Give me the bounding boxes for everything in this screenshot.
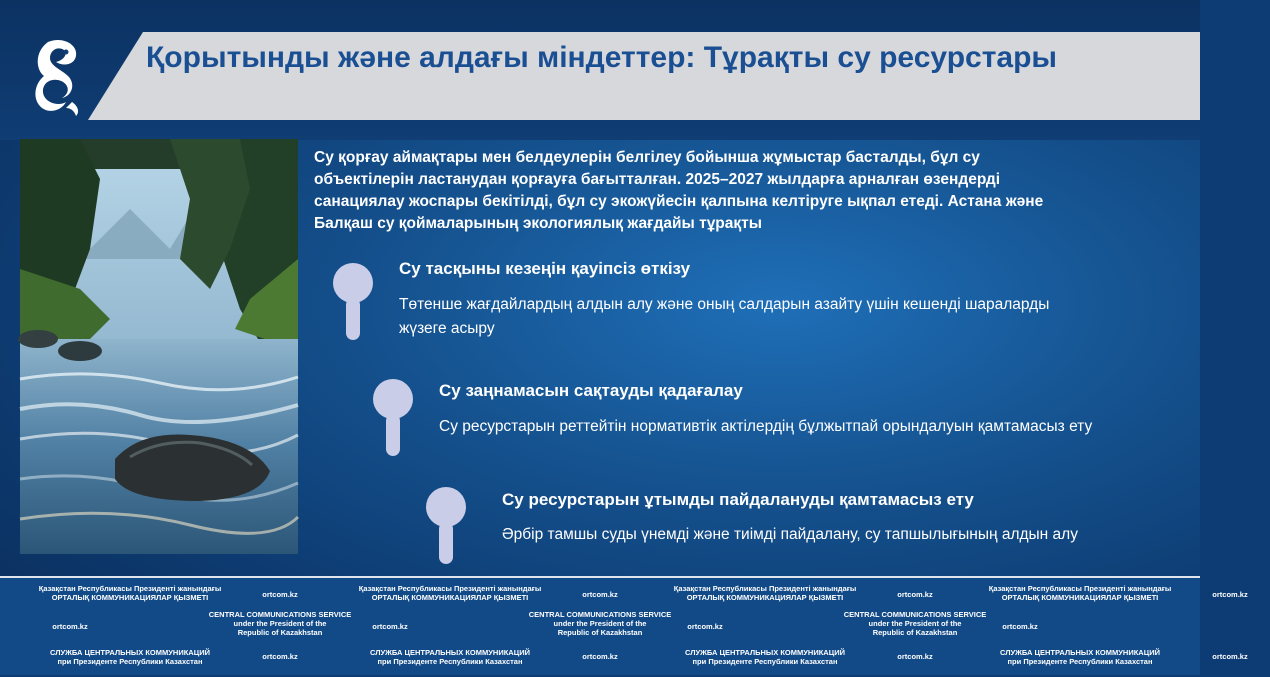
footer-ru-name (350, 648, 550, 666)
footer-site-line: ortcom.kz (1212, 590, 1248, 599)
footer-en-name-line: Republic of Kazakhstan (872, 628, 958, 637)
footer-kz-name-line: Қазақстан Республикасы Президенті жанындағы (358, 584, 542, 593)
footer-site-line: ortcom.kz (1212, 652, 1248, 661)
footer-en-name-line: CENTRAL COMMUNICATIONS SERVICE (208, 610, 352, 619)
footer-kz-name (980, 584, 1180, 602)
item-desc-rational-use: Әрбір тамшы суды үнемді және тиімді пайдалану, су тапшылығының алдын алу (502, 526, 1078, 543)
footer-ru-name-line: СЛУЖБА ЦЕНТРАЛЬНЫХ КОММУНИКАЦИЙ (999, 648, 1160, 657)
footer-site-line: ortcom.kz (897, 590, 933, 599)
footer-en-name-line: under the President of the (553, 619, 647, 628)
footer-kz-name-line: Қазақстан Республикасы Президенті жанындағы (673, 584, 857, 593)
footer-ru-name-line: при Президенте Республики Казахстан (57, 657, 203, 666)
footer-site-line: ortcom.kz (262, 590, 298, 599)
intro-text: Су қорғау аймақтары мен белдеулерін белгілеу бойынша жұмыстар басталды, бұл су объектілерін ластанудан қорғауға бағытталған. 2025–2027 жылдарға арналған өзендерді санациялау жоспары бекітілді, бұл су экожүйесін қалпына келтіруге ықпал етеді. Астана және Балқаш су қоймаларының экологиялық жағдайы тұрақты (314, 149, 1044, 232)
footer-site (560, 590, 640, 599)
footer-site (240, 652, 320, 661)
item-title-rational-use: Су ресурстарын ұтымды пайдалануды қамтамасыз ету (502, 490, 974, 509)
footer-en-name-line: CENTRAL COMMUNICATIONS SERVICE (843, 610, 987, 619)
footer-kz-name-line: ОРТАЛЫҚ КОММУНИКАЦИЯЛАР ҚЫЗМЕТІ (371, 593, 529, 602)
footer-ru-name-line: при Президенте Республики Казахстан (1007, 657, 1153, 666)
footer-en-name-line: under the President of the (868, 619, 962, 628)
footer-site-line: ortcom.kz (1002, 622, 1038, 631)
footer-kz-name-line: ОРТАЛЫҚ КОММУНИКАЦИЯЛАР ҚЫЗМЕТІ (686, 593, 844, 602)
item-title-legislation: Су заңнамасын сақтауды қадағалау (439, 381, 743, 400)
footer-site (875, 652, 955, 661)
page-title: Қорытынды және алдағы міндеттер: Тұрақты су ресурстары (146, 41, 1058, 74)
footer-en-name-line: Republic of Kazakhstan (237, 628, 323, 637)
footer-site-line: ortcom.kz (52, 622, 88, 631)
footer-site-line: ortcom.kz (687, 622, 723, 631)
footer-kz-name (350, 584, 550, 602)
footer-ru-name-line: при Президенте Республики Казахстан (377, 657, 523, 666)
map-pin-icon (372, 378, 414, 460)
footer-kz-name-line: ОРТАЛЫҚ КОММУНИКАЦИЯЛАР ҚЫЗМЕТІ (1001, 593, 1159, 602)
footer-site (240, 590, 320, 599)
map-pin-icon (425, 486, 467, 568)
footer-site (30, 622, 110, 631)
footer-kz-name (30, 584, 230, 602)
snow-leopard-emblem-icon (28, 36, 86, 118)
footer-en-name (515, 610, 685, 637)
footer-kz-name-line: Қазақстан Республикасы Президенті жанындағы (988, 584, 1172, 593)
footer-en-name-line: CENTRAL COMMUNICATIONS SERVICE (528, 610, 672, 619)
footer-site (1190, 652, 1270, 661)
footer-en-name (195, 610, 365, 637)
footer-site (560, 652, 640, 661)
footer-site-line: ortcom.kz (897, 652, 933, 661)
footer-ru-name-line: СЛУЖБА ЦЕНТРАЛЬНЫХ КОММУНИКАЦИЙ (684, 648, 845, 657)
footer-kz-name-line: ОРТАЛЫҚ КОММУНИКАЦИЯЛАР ҚЫЗМЕТІ (51, 593, 209, 602)
footer-site-line: ortcom.kz (372, 622, 408, 631)
footer (0, 576, 1248, 675)
footer-en-name-line: Republic of Kazakhstan (557, 628, 643, 637)
footer-site (1190, 590, 1270, 599)
footer-ru-name-line: СЛУЖБА ЦЕНТРАЛЬНЫХ КОММУНИКАЦИЙ (49, 648, 210, 657)
footer-site-line: ortcom.kz (262, 652, 298, 661)
footer-ru-name (665, 648, 865, 666)
footer-site-line: ortcom.kz (582, 590, 618, 599)
item-desc-flood: Төтенше жағдайлардың алдын алу және оның салдарын азайту үшін кешенді шараларды жүзеге асыру (399, 296, 1050, 337)
footer-en-name (830, 610, 1000, 637)
footer-site-line: ortcom.kz (582, 652, 618, 661)
footer-site (875, 590, 955, 599)
footer-en-name-line: under the President of the (233, 619, 327, 628)
map-pin-icon (332, 262, 374, 344)
footer-ru-name-line: при Президенте Республики Казахстан (692, 657, 838, 666)
item-desc-legislation: Су ресурстарын реттейтін нормативтік актілердің бұлжытпай орындалуын қамтамасыз ету (439, 418, 1093, 435)
footer-ru-name (30, 648, 230, 666)
footer-kz-name-line: Қазақстан Республикасы Президенті жанындағы (38, 584, 222, 593)
footer-ru-name-line: СЛУЖБА ЦЕНТРАЛЬНЫХ КОММУНИКАЦИЙ (369, 648, 530, 657)
river-photo (20, 139, 298, 554)
footer-ru-name (980, 648, 1180, 666)
item-title-flood: Су тасқыны кезеңін қауіпсіз өткізу (399, 259, 691, 278)
footer-kz-name (665, 584, 865, 602)
